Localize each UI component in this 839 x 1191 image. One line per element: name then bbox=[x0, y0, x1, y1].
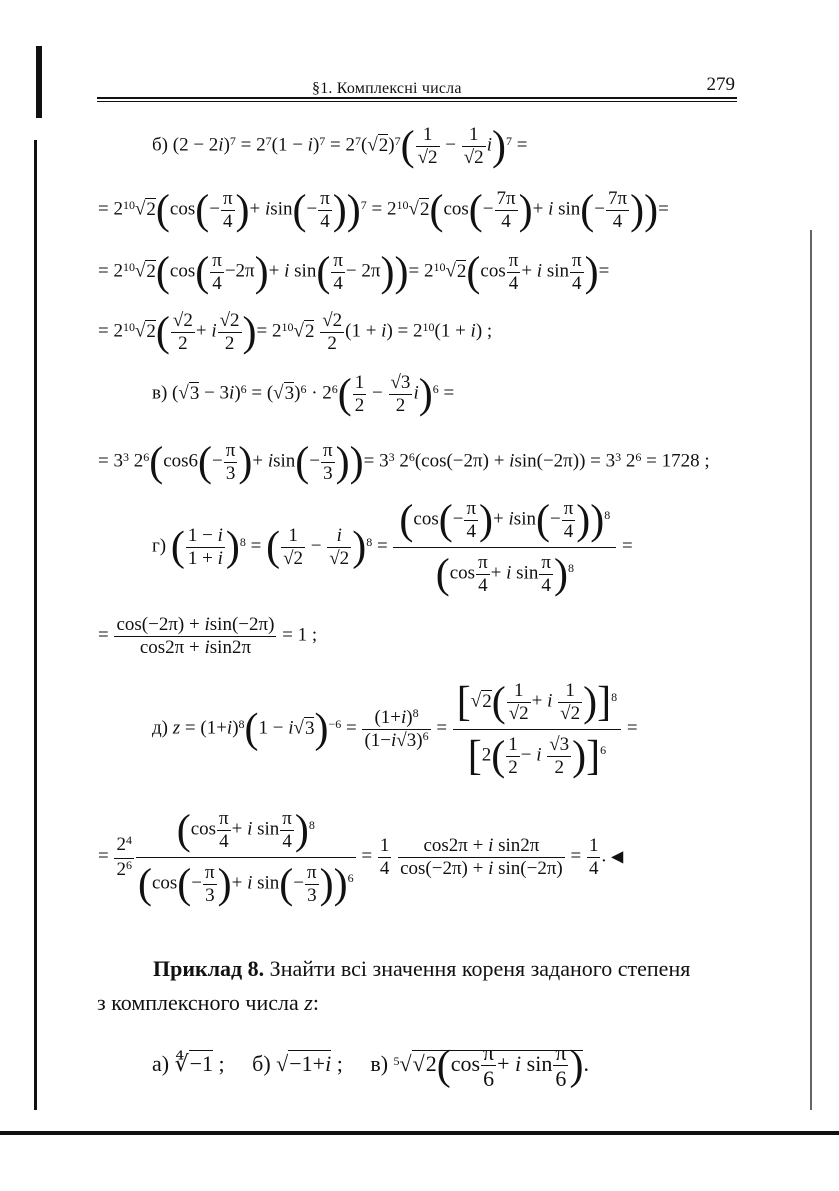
roots-line: а) ∜−1 ; б) √−1+i ; в) $^5$√√2(cos $\frac{\pi}{6}$ + i sin $\frac{\pi}{6}$ ). bbox=[152, 1040, 589, 1092]
example-heading bbox=[153, 956, 690, 982]
bottom-scan-rule bbox=[0, 1131, 839, 1135]
equation-g-line2: = $\frac{\cos(-2\pi) + isin(-2\pi)}{\cos 2\pi + isin2\pi}$ = 1 ; bbox=[98, 614, 318, 658]
section-title: §1. Комплексні числа bbox=[312, 80, 462, 97]
header-rule bbox=[97, 97, 737, 99]
equation-d-line2: = $\frac{2^4}{2^6}$ (cos $\frac{\pi}{4}$ + i sin $\frac{\pi}{4}$ )$^8$ (cos(− $\frac{\pi}{3}$ )+ i sin(− $\frac{\pi}{3}$ ))$^6$ = $\frac{1}{4}$ $\frac{\text{cos2π + i sin2π}}{\text{cos(−2π) + i sin(−2π)}}$ = $\frac{1}{4}$ . ◀ bbox=[98, 807, 624, 908]
equation-b-line1: б) $(2 - 2i)^7 = 2^7(1 - i)^7 = 2^7(√2)^7$( $\frac{1}{√2}$ − $\frac{1}{√2}$ i)$^7$ = bbox=[152, 123, 528, 170]
scan-mark-left-3 bbox=[34, 680, 37, 1110]
equation-v-line1: в) $(√3 - 3i)^6 = (√3)^6 \cdot 2^6$( $\frac{1}{2}$ − $\frac{√3}{2}$ i)$^6$ = bbox=[152, 371, 455, 418]
equation-b-line4: = $2^{10}√2$( $\frac{√2}{2}$ + i $\frac{√2}{2}$ )= $2^{10}√2$ $\frac{√2}{2}$ $(1 + i) = 2^{10}(1 + i)$ ; bbox=[98, 309, 493, 356]
equation-g-line1: г) ( $\frac{1 - i}{1 + i}$ )$^8$ = ( $\frac{1}{√2}$ − $\frac{i}{√2}$ )$^8$ = (cos(− $\frac{\pi}{4}$ )+ isin(− $\frac{\pi}{4}$ ))$^8$ (cos $\frac{\pi}{4}$ + i sin $\frac{\pi}{4}$ )$^8$ = bbox=[152, 497, 633, 598]
scan-mark-left bbox=[36, 46, 42, 118]
example-colon: : bbox=[312, 990, 319, 1015]
equation-b-line3: = $2^{10}√2(\cos$( $\frac{\pi}{4}$ −2π)+ i sin( $\frac{\pi}{4}$ − $2\pi))= 2^{10}√2(\cos$ $\frac{\pi}{4}$ + i sin $\frac{\pi}{4}$ )= bbox=[98, 249, 610, 296]
example-label: Приклад 8. bbox=[153, 956, 265, 981]
example-variable: z bbox=[304, 990, 313, 1015]
end-of-solution-icon: ◀ bbox=[610, 848, 624, 866]
example-text-2-line bbox=[97, 990, 319, 1016]
page-number: 279 bbox=[706, 74, 735, 95]
header-rule-thin bbox=[97, 101, 737, 102]
equation-v-line2: = $3^3$ $2^6(\cos 6(-$ $\frac{\pi}{3}$ )+ isin(− $\frac{\pi}{3}$ ))= $3^3$ $2^6(\cos(-2\pi) + isin(-2\pi)) = 3^3$ $2^6 = 1728$ ; bbox=[98, 439, 710, 486]
scan-mark-right bbox=[810, 230, 812, 1110]
example-text-2: з комплексного числа bbox=[97, 990, 305, 1015]
example-text-1: Знайти всі значення кореня заданого степеня bbox=[264, 956, 691, 981]
equation-b-line2: = $2^{10}√2(\cos(-$ $\frac{\pi}{4}$ )+ isin(− $\frac{\pi}{4}$ ))$^7 = 2^{10}√2(\cos(-$ $\frac{7\pi}{4}$ )+ i sin(− $\frac{7\pi}{4}$ ))= bbox=[98, 187, 669, 234]
scan-mark-left-2 bbox=[34, 140, 37, 720]
equation-d-line1: д) $z = (1+i)^8(1 - i√3)^{-6}$ = $\frac{(1+i)^8}{(1-i√3)^6}$ = [√2( $\frac{1}{√2}$ + i $\frac{1}{√2}$ )]$^8$ [2( $\frac{1}{2}$ − i $\frac{√3}{2}$ )]$^6$ = bbox=[152, 679, 638, 780]
